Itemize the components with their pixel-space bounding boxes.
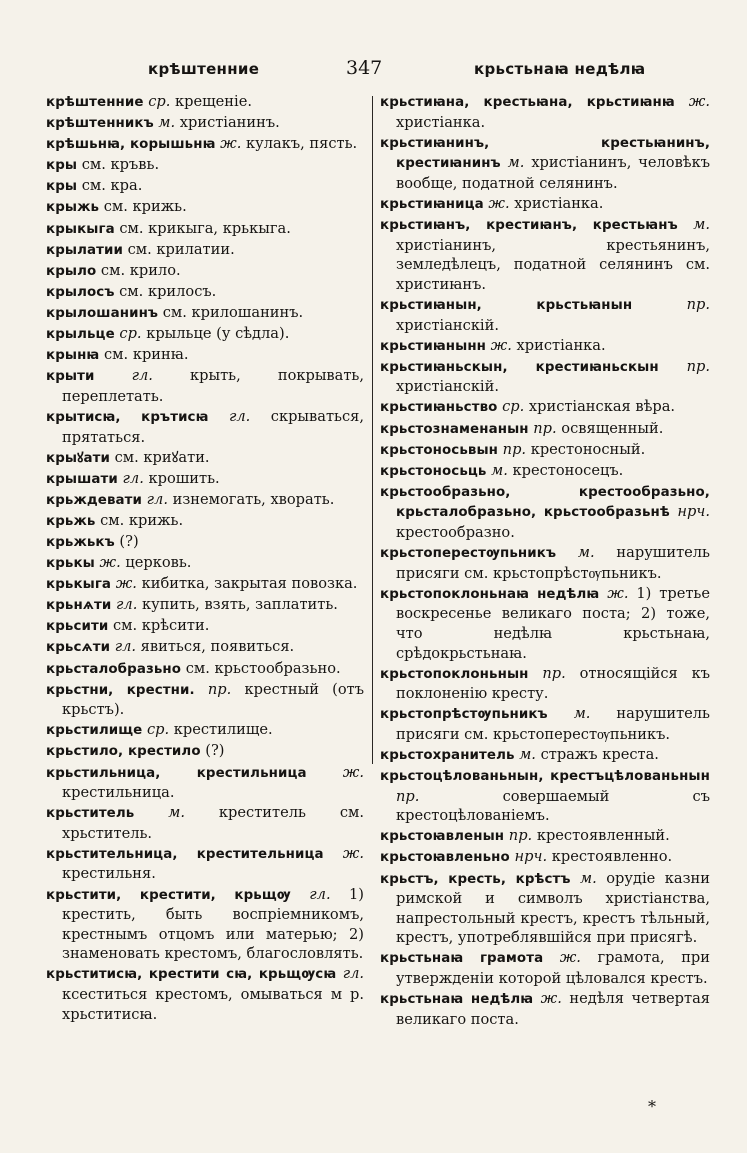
entry-headword: кры: [46, 179, 78, 195]
entry-definition: крестилище.: [169, 721, 273, 739]
entry-part-of-speech: гл.: [146, 490, 168, 508]
entry-part-of-speech: ж.: [342, 844, 365, 862]
column-divider: [372, 96, 373, 764]
dictionary-entry: [46, 595, 364, 616]
dictionary-entry: [46, 240, 364, 261]
dictionary-entry: [46, 92, 364, 113]
entry-headword: крытисꙗ, крътисꙗ: [46, 409, 209, 425]
dictionary-entry: [380, 826, 710, 847]
dictionary-entry: [380, 543, 710, 583]
entry-headword: крьстоносьць: [380, 463, 487, 479]
entry-definition: скрываться, прятаться.: [62, 407, 364, 446]
entry-headword: крьстопоклоньнаꙗ недѣлꙗ: [380, 586, 600, 602]
entry-part-of-speech: ж.: [220, 135, 242, 153]
entry-definition: см. крилосъ.: [114, 282, 217, 300]
entry-part-of-speech: гл.: [131, 367, 153, 385]
entry-definition: изнемогать, хворать.: [167, 490, 335, 508]
entry-part-of-speech: м.: [168, 804, 186, 822]
entry-headword: крыкыга: [46, 221, 115, 237]
dictionary-entry: [380, 948, 710, 988]
entry-definition: христіанка.: [396, 113, 486, 131]
entry-definition: освященный.: [556, 419, 664, 437]
entry-headword: крылошанинъ: [46, 305, 159, 321]
entry-part-of-speech: м.: [519, 746, 536, 763]
entry-headword: крыло: [46, 263, 97, 279]
dictionary-entry: [46, 407, 364, 447]
entry-definition: крестильница.: [62, 784, 175, 802]
entry-headword: крьстити, крестити, крьщѹ: [46, 887, 291, 903]
entry-definition: орудіе казни римской и символъ христіанства, напрестольный крестъ, крестъ тѣльный, крестъ, употреблявшійся при присягѣ.: [396, 869, 710, 947]
entry-definition: 1) крестить, быть воспріемникомъ, крестнымъ отцомъ или матерью; 2) знаменовать крестомъ, благословлять.: [62, 885, 365, 963]
entry-definition: стражъ креста.: [535, 746, 659, 763]
entry-headword: крьстиꙗнинъ, крестьꙗнинъ, крестиꙗнинъ: [380, 135, 710, 172]
entry-definition: нарушитель присяги см. крьстопрѣстѹпьникъ.: [396, 544, 711, 582]
dictionary-entry: [46, 553, 364, 574]
dictionary-entry: [380, 461, 710, 482]
entry-part-of-speech: нрч.: [514, 848, 548, 866]
entry-headword: крьнѧти: [46, 598, 112, 614]
entry-part-of-speech: ж.: [607, 584, 629, 602]
dictionary-entry: [380, 745, 710, 766]
entry-definition: см. крьстообразьно.: [181, 659, 341, 677]
entry-headword: кры: [46, 158, 78, 174]
entry-headword: крьстьнаꙗ грамота: [380, 951, 544, 967]
entry-definition: см. крилошанинъ.: [158, 303, 304, 321]
dictionary-entry: [46, 763, 364, 803]
entry-definition: грамота, при утвержденіи которой цѣловался крестъ.: [396, 949, 710, 988]
dictionary-entry: [380, 215, 710, 294]
entry-headword: крьстиꙗнъ, крестиꙗнъ, крестьꙗнъ: [380, 218, 678, 234]
entry-definition: купить, взять, заплатить.: [137, 596, 338, 614]
entry-headword: крьстопоклоньнын: [380, 666, 529, 682]
entry-definition: см. кринꙗ.: [99, 346, 189, 364]
dictionary-entry: [380, 989, 710, 1029]
entry-headword: крьстиꙗньскын, крестиꙗньскын: [380, 359, 659, 375]
entry-part-of-speech: ж.: [688, 93, 710, 110]
dictionary-entry: [46, 197, 364, 218]
dictionary-entry: [380, 869, 710, 948]
entry-definition: крестоявленный.: [532, 827, 670, 845]
entry-part-of-speech: м.: [577, 544, 595, 562]
entry-part-of-speech: м.: [693, 216, 710, 234]
entry-headword: крынꙗ: [46, 348, 100, 364]
dictionary-entry: [46, 637, 364, 658]
entry-part-of-speech: гл.: [122, 469, 144, 487]
dictionary-entry: [46, 219, 364, 240]
right-column: [380, 92, 710, 1030]
entry-part-of-speech: гл.: [229, 407, 251, 425]
entry-definition: крестный (отъ крьстъ).: [62, 680, 364, 719]
entry-definition: недѣля четвертая великаго поста.: [396, 990, 710, 1028]
dictionary-entry: [46, 324, 364, 345]
entry-part-of-speech: пр.: [502, 440, 527, 458]
page-header: [0, 52, 747, 82]
entry-headword: крѣштенникъ: [46, 116, 154, 132]
entry-headword: крѣштенние: [46, 95, 144, 110]
entry-definition: см. криꙋати.: [109, 448, 210, 466]
entry-headword: крьстиꙗнын, крьстьꙗнын: [380, 297, 633, 313]
entry-part-of-speech: ср.: [148, 93, 171, 110]
entry-definition: церковь.: [120, 554, 192, 572]
entry-headword: крьжь: [46, 513, 96, 529]
entry-headword: крыти: [46, 369, 95, 385]
entry-headword: крьждевати: [46, 492, 143, 508]
dictionary-entry: [46, 720, 364, 741]
header-left-word: крѣштенние: [148, 60, 260, 78]
entry-headword: крьститель: [46, 806, 135, 822]
entry-part-of-speech: нрч.: [677, 503, 711, 521]
entry-part-of-speech: гл.: [309, 885, 331, 903]
dictionary-entry: [46, 680, 364, 720]
dictionary-entry: [380, 482, 710, 543]
entry-definition: кибитка, закрытая повозка.: [136, 575, 358, 593]
entry-headword: крьстопрѣстѹпьникъ: [380, 707, 548, 723]
entry-definition: крещеніе.: [170, 93, 252, 110]
dictionary-entry: [46, 616, 364, 637]
entry-headword: крьстознаменанын: [380, 421, 529, 437]
dictionary-entry: [380, 419, 710, 440]
dictionary-entry: [46, 303, 364, 324]
footer-mark: *: [648, 1097, 656, 1116]
dictionary-entry: [380, 357, 710, 397]
entry-part-of-speech: гл.: [342, 965, 364, 983]
entry-definition: кулакъ, пясть.: [241, 135, 358, 153]
dictionary-entry: [380, 336, 710, 357]
dictionary-entry: [46, 282, 364, 303]
entry-headword: крьстообразьно, крестообразьно, крьсталобразьно, крьстообразьнѣ: [380, 484, 710, 521]
dictionary-entry: [380, 704, 710, 744]
entry-definition: см. крикыга, крькыга.: [114, 219, 291, 237]
entry-headword: крьстиꙗна, крестьꙗна, крьстиꙗнꙗ: [380, 95, 675, 110]
entry-headword: крьстьнаꙗ недѣлꙗ: [380, 992, 534, 1008]
entry-headword: крылосъ: [46, 284, 115, 300]
entry-part-of-speech: ж.: [115, 575, 137, 593]
entry-definition: см. крѣсити.: [108, 617, 210, 635]
entry-part-of-speech: ср.: [119, 325, 142, 343]
entry-definition: явиться, появиться.: [136, 638, 295, 656]
entry-part-of-speech: гл.: [114, 638, 137, 656]
dictionary-entry: [380, 440, 710, 461]
entry-headword: крышати: [46, 471, 118, 487]
entry-headword: крьстъ, кресть, крѣстъ: [380, 871, 571, 887]
entry-part-of-speech: м.: [491, 461, 508, 479]
entry-headword: крькыга: [46, 577, 112, 593]
dictionary-entry: [46, 844, 364, 884]
entry-part-of-speech: пр.: [396, 787, 420, 805]
header-right-word: крьстьнаꙗ недѣлꙗ: [474, 60, 646, 78]
dictionary-entry: [46, 574, 364, 595]
entry-headword: крьстиꙗньство: [380, 400, 498, 416]
dictionary-entry: [46, 261, 364, 282]
dictionary-entry: [380, 584, 710, 663]
entry-definition: крестоносецъ.: [507, 461, 624, 479]
entry-part-of-speech: м.: [158, 114, 176, 132]
entry-part-of-speech: ж.: [559, 949, 581, 967]
entry-definition: крестоявленно.: [547, 848, 673, 866]
entry-definition: христіанка.: [511, 336, 606, 354]
entry-headword: крьстни, крестни.: [46, 682, 195, 698]
entry-part-of-speech: м.: [573, 705, 591, 723]
entry-definition: 1) третье воскресенье великаго поста; 2) тоже, что недѣлꙗ крьстьнаꙗ, срѣдокрьстьнаꙗ.: [396, 584, 710, 662]
entry-headword: крьстоꙗвленын: [380, 829, 505, 845]
entry-part-of-speech: ж.: [99, 554, 121, 572]
entry-headword: крьсѧти: [46, 640, 111, 656]
entry-headword: крьстиꙗнынн: [380, 338, 487, 354]
entry-headword: крьстило, крестило: [46, 744, 201, 760]
entry-part-of-speech: пр.: [533, 419, 557, 437]
entry-definition: креститель см. хрьститель.: [62, 804, 364, 842]
entry-part-of-speech: ср.: [146, 721, 170, 739]
entry-headword: крыꙋати: [46, 450, 110, 466]
dictionary-entry: [380, 92, 710, 132]
dictionary-entry: [380, 847, 710, 868]
entry-definition: христіанинъ.: [175, 114, 280, 132]
entry-definition: см. крижь.: [99, 198, 187, 216]
dictionary-entry: [46, 448, 364, 469]
entry-definition: крестоносный.: [526, 440, 646, 458]
entry-headword: крьстильница, крестильница: [46, 765, 307, 781]
entry-definition: см. крижь.: [95, 511, 184, 529]
entry-definition: см. крило.: [96, 261, 181, 279]
dictionary-entry: [46, 964, 364, 1024]
dictionary-entry: [46, 366, 364, 406]
entry-definition: христіанинъ, крестьянинъ, земледѣлецъ, податной селянинъ см. христиꙗнъ.: [396, 236, 710, 293]
entry-headword: крьстительница, крестительница: [46, 846, 324, 862]
dictionary-entry: [46, 113, 364, 134]
entry-part-of-speech: пр.: [207, 680, 232, 698]
entry-definition: христіанка.: [509, 194, 604, 212]
dictionary-entry: [46, 803, 364, 843]
entry-headword: крыжь: [46, 200, 100, 216]
entry-definition: крошить.: [143, 469, 220, 487]
dictionary-entry: [380, 295, 710, 335]
entry-headword: крькы: [46, 556, 95, 572]
dictionary-entry: [46, 511, 364, 532]
entry-part-of-speech: м.: [580, 869, 597, 887]
dictionary-entry: [380, 194, 710, 215]
entry-headword: крѣшьнꙗ, корышьнꙗ: [46, 137, 216, 153]
dictionary-entry: [380, 133, 710, 194]
entry-part-of-speech: ср.: [502, 398, 525, 416]
dictionary-entry: [46, 741, 364, 762]
entry-part-of-speech: ж.: [490, 336, 512, 354]
entry-part-of-speech: пр.: [508, 827, 533, 845]
dictionary-entry: [46, 885, 364, 964]
entry-definition: христіанинъ, человѣкъ вообще, податной селянинъ.: [396, 154, 711, 192]
entry-definition: крестильня.: [62, 865, 156, 883]
entry-part-of-speech: гл.: [116, 596, 138, 614]
entry-definition: см. кръвь.: [77, 156, 160, 174]
dictionary-entry: [46, 532, 364, 553]
entry-part-of-speech: пр.: [542, 664, 566, 682]
entry-part-of-speech: пр.: [686, 357, 710, 375]
entry-part-of-speech: пр.: [686, 295, 710, 313]
dictionary-entry: [380, 664, 710, 704]
entry-headword: крылатии: [46, 242, 123, 258]
entry-part-of-speech: м.: [507, 154, 525, 172]
entry-definition: христіанскій.: [396, 316, 499, 334]
entry-headword: крьстилище: [46, 723, 143, 739]
entry-headword: крыльце: [46, 327, 115, 343]
dictionary-entry: [46, 490, 364, 511]
dictionary-entry: [380, 397, 710, 418]
entry-headword: крьсити: [46, 619, 109, 635]
dictionary-entry: [46, 155, 364, 176]
dictionary-entry: [46, 659, 364, 680]
dictionary-entry: [46, 469, 364, 490]
entry-definition: относящійся къ поклоненію кресту.: [396, 664, 710, 703]
entry-definition: крестообразно.: [396, 523, 515, 541]
entry-definition: нарушитель присяги см. крьстоперестѹпьникъ.: [396, 705, 711, 743]
entry-headword: крьстоперестѹпьникъ: [380, 546, 557, 562]
left-column: [46, 92, 364, 1025]
entry-definition: (?): [200, 742, 225, 760]
dictionary-entry: [46, 176, 364, 197]
page-number: 347: [346, 57, 383, 79]
entry-part-of-speech: ж.: [342, 763, 364, 781]
entry-headword: крьжькъ: [46, 534, 115, 550]
dictionary-entry: [46, 345, 364, 366]
entry-headword: крьститисꙗ, крестити сꙗ, крьщѹсꙗ: [46, 967, 337, 983]
entry-part-of-speech: ж.: [540, 990, 562, 1008]
entry-headword: крьсталобразьно: [46, 661, 182, 677]
entry-definition: см. кра.: [77, 177, 143, 195]
entry-headword: крьстохранитель: [380, 748, 515, 763]
entry-headword: крьстоꙗвленьно: [380, 850, 510, 866]
entry-definition: крыльце (у сѣдла).: [141, 325, 290, 343]
entry-definition: христіанская вѣра.: [524, 398, 676, 416]
entry-headword: крьстоносьвын: [380, 442, 499, 458]
entry-definition: ксеститься крестомъ, омываться м р. хрьститисꙗ.: [62, 986, 364, 1023]
entry-headword: крьстоцѣлованьнын, крестъцѣлованьнын: [380, 769, 710, 785]
entry-part-of-speech: ж.: [488, 194, 510, 212]
entry-definition: см. крилатии.: [122, 240, 235, 258]
entry-definition: крыть, покрывать, переплетать.: [62, 367, 365, 405]
dictionary-entry: [380, 766, 710, 826]
entry-headword: крьстиꙗница: [380, 196, 484, 212]
entry-definition: христіанскій.: [396, 378, 499, 396]
dictionary-entry: [46, 134, 364, 155]
entry-definition: (?): [114, 532, 139, 550]
entry-definition: совершаемый съ крестоцѣлованіемъ.: [396, 787, 710, 825]
